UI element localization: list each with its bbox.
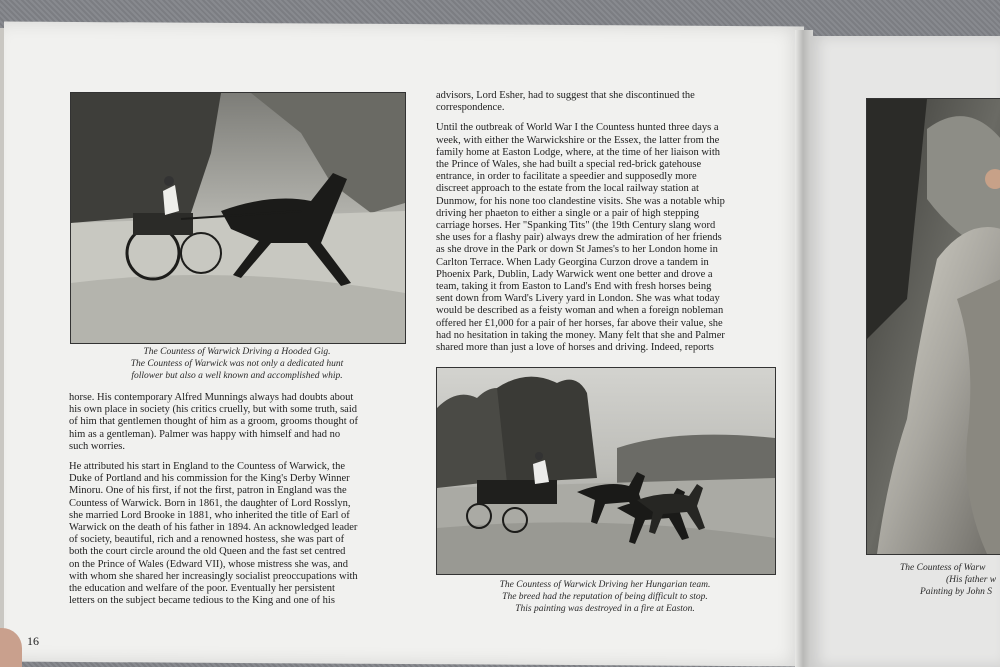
gig-painting [70,92,406,344]
caption-line: Painting by John S [920,587,993,597]
text-line: him as a gentleman). Palmer was happy with himself and had no [69,428,341,440]
text-line: with whom she shared her increasingly socialist preoccupations with [69,570,358,582]
caption-line: The Countess of Warwick Driving a Hooded Gig. [143,347,331,357]
text-line: team, taking it from Easton to Land's End with fresh horses being [436,281,712,293]
caption-line: follower but also a well known and accomplished whip. [131,371,343,381]
caption-line: The Countess of Warwick Driving her Hungarian team. [499,580,711,590]
text-line: as she drove in the Park or down St James's to her London home in [436,244,718,256]
hungarian-team-painting [436,367,776,575]
text-line: Warwick on the death of his father in 1894. An acknowledged leader [69,522,358,534]
text-line: discreet approach to the estate from the local railway station at [436,183,699,195]
text-line: the education and welfare of the poor. Eventually her persistent [69,583,335,595]
text-line: of him that gentlemen thought of him as a groom, grooms thought of [69,416,359,428]
text-line: He attributed his start in England to the Countess of Warwick, the [69,461,345,473]
text-line: correspondence. [436,102,505,114]
text-line: of society, beautiful, rich and a renowned hostess, she was part of [69,534,345,546]
text-line: his own place in society (his critics cruelly, but with some truth, said [69,404,358,416]
text-line: had no hesitation in taking the money. Many felt that she and Palmer [436,329,725,341]
text-line: she uses for a flashy pair) always drew the admiration of her friends [436,232,722,244]
caption-line: This painting was destroyed in a fire at Easton. [515,604,695,614]
text-line: shared more than just a love of horses and driving. Indeed, reports [436,342,714,354]
text-line: would be described as a feisty woman and when a foreign nobleman [436,305,724,317]
left-text-column [69,392,405,607]
text-line: Duke of Portland and his commission for the King's Derby Winner [69,473,350,485]
text-line: such worries. [69,440,125,452]
text-line: offered her £1,000 for a pair of her horses, far above their value, she [436,317,723,329]
caption-line: (His father w [946,575,997,585]
text-line: Minoru. One of his first, if not the first, patron in England was the [69,485,347,497]
caption-line: The Countess of Warwick was not only a dedicated hunt [130,359,344,369]
hungarian-team-caption [436,579,774,615]
countess-portrait [866,98,1000,555]
portrait-caption [880,562,1000,598]
text-line: she married Lord Brooke in 1881, who inherited the title of Earl of [69,509,350,521]
gig-caption [70,346,404,382]
page-number: 16 [27,634,39,648]
text-line: family home at Easton Lodge, where, at the time of her liaison with [436,146,721,158]
text-line: sent down from Ward's Livery yard in London. She was what today [436,293,720,305]
text-line: week, with either the Warwickshire or the Essex, the latter from the [436,134,720,146]
text-line: both the court circle around the old Queen and the fast set centred [69,546,346,558]
text-line: the Prince of Wales, she had built a special red-brick gatehouse [436,159,702,171]
text-line: on the Prince of Wales (Edward VII), whose mistress she was, and [69,558,348,570]
text-line: driving her phaeton to either a single or a pair of high stepping [436,207,700,219]
right-text-column [436,90,776,354]
text-line: Until the outbreak of World War I the Countess hunted three days a [436,122,719,134]
text-line: Countess of Warwick. Born in 1861, the daughter of Lord Rosslyn, [69,497,351,509]
text-line: Carlton Terrace. When Lady Georgina Curzon drove a tandem in [436,256,709,268]
text-line: Dunmow, for his none too clandestine visits. She was a notable whip [436,195,725,207]
text-line: advisors, Lord Esher, had to suggest that she discontinued the [436,90,695,101]
text-line: entrance, in order to facilitate a speedier and supposedly more [436,171,697,183]
text-line: letters on the subject became tedious to the King and one of his [69,595,335,607]
text-line: horse. His contemporary Alfred Munnings always had doubts about [69,392,354,403]
text-line: Phoenix Park, Dublin, Lady Warwick went one better and drove a [436,268,713,280]
caption-line: The breed had the reputation of being difficult to stop. [502,592,708,602]
text-line: carriage horses. Her "Spanking Tits" (the 19th Century slang word [436,220,716,232]
caption-line: The Countess of Warw [900,563,986,573]
